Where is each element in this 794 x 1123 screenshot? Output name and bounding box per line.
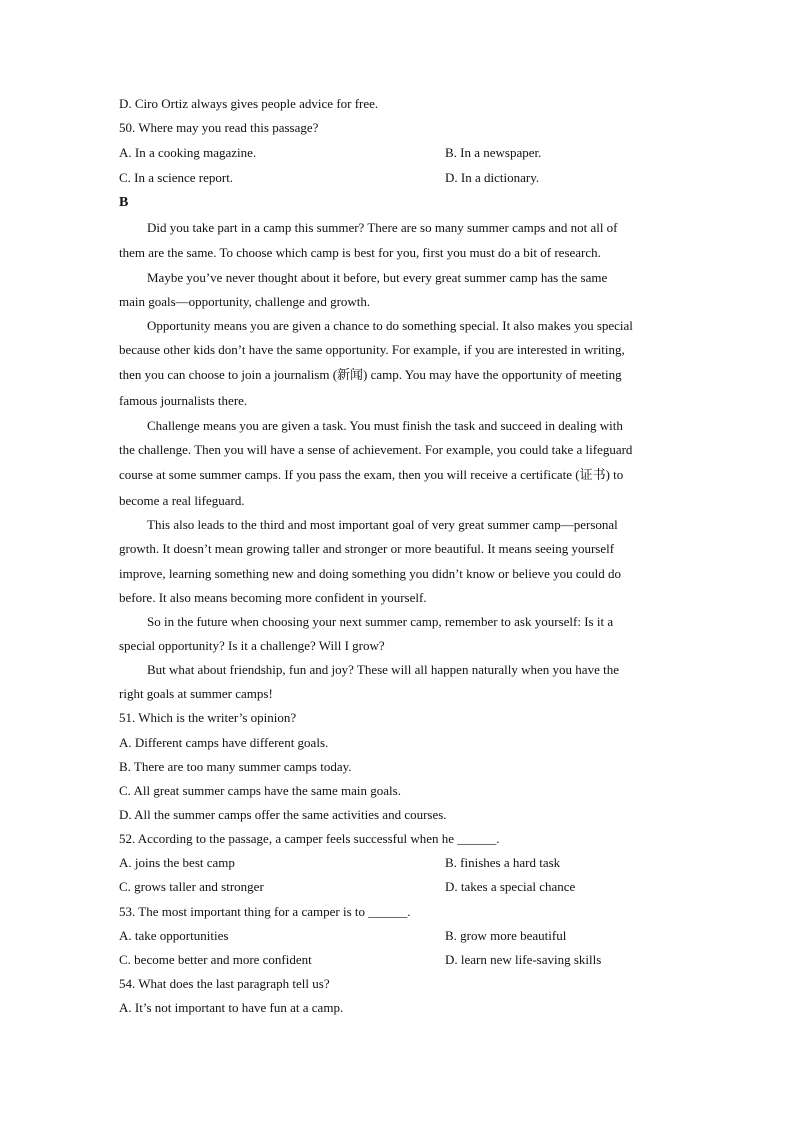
- passage-line: become a real lifeguard.: [119, 493, 245, 508]
- section-label: B: [119, 195, 129, 210]
- q50-option-d: D. In a dictionary.: [445, 170, 540, 185]
- passage-line: Maybe you’ve never thought about it before, but every great summer camp has the same: [147, 270, 608, 285]
- passage-line: before. It also means becoming more confident in yourself.: [119, 590, 427, 605]
- passage-line: Did you take part in a camp this summer? There are so many summer camps and not all of: [147, 220, 618, 235]
- q53-option-d: D. learn new life-saving skills: [445, 952, 602, 967]
- q50-option-b: B. In a newspaper.: [445, 145, 542, 160]
- passage-line: course at some summer camps. If you pass the exam, then you will receive a certificate (证书) to: [119, 467, 624, 482]
- q51-option-c: C. All great summer camps have the same main goals.: [119, 783, 401, 798]
- q50-option-a: A. In a cooking magazine.: [119, 145, 257, 160]
- q53-option-a: A. take opportunities: [119, 928, 229, 943]
- passage-line: main goals—opportunity, challenge and growth.: [119, 294, 371, 309]
- passage-line: famous journalists there.: [119, 393, 248, 408]
- passage-line: This also leads to the third and most important goal of very great summer camp—personal: [147, 517, 618, 532]
- passage-line: So in the future when choosing your next summer camp, remember to ask yourself: Is it a: [147, 614, 614, 629]
- q51-option-b: B. There are too many summer camps today.: [119, 759, 352, 774]
- passage-line: special opportunity? Is it a challenge? Will I grow?: [119, 638, 385, 653]
- q52-stem: 52. According to the passage, a camper feels successful when he ______.: [119, 831, 500, 846]
- q52-option-b: B. finishes a hard task: [445, 855, 561, 870]
- passage-line: improve, learning something new and doing something you didn’t know or believe you could do: [119, 566, 621, 581]
- passage-line: Opportunity means you are given a chance to do something special. It also makes you special: [147, 318, 633, 333]
- passage-line: right goals at summer camps!: [119, 686, 273, 701]
- q53-option-b: B. grow more beautiful: [445, 928, 567, 943]
- q50-stem: 50. Where may you read this passage?: [119, 120, 319, 135]
- q52-option-c: C. grows taller and stronger: [119, 879, 264, 894]
- passage-line: growth. It doesn’t mean growing taller and stronger or more beautiful. It means seeing yourself: [119, 541, 615, 556]
- passage-line: because other kids don’t have the same opportunity. For example, if you are interested in writing,: [119, 342, 625, 357]
- q51-option-a: A. Different camps have different goals.: [119, 735, 329, 750]
- passage-line: them are the same. To choose which camp is best for you, first you must do a bit of research.: [119, 245, 601, 260]
- q51-stem: 51. Which is the writer’s opinion?: [119, 710, 297, 725]
- q50-option-c: C. In a science report.: [119, 170, 234, 185]
- passage-line: But what about friendship, fun and joy? These will all happen naturally when you have the: [147, 662, 619, 677]
- passage-line: Challenge means you are given a task. You must finish the task and succeed in dealing with: [147, 418, 623, 433]
- q54-option-a: A. It’s not important to have fun at a camp.: [119, 1000, 344, 1015]
- q51-option-d: D. All the summer camps offer the same activities and courses.: [119, 807, 447, 822]
- q53-stem: 53. The most important thing for a camper is to ______.: [119, 904, 411, 919]
- q52-option-a: A. joins the best camp: [119, 855, 235, 870]
- q54-stem: 54. What does the last paragraph tell us?: [119, 976, 330, 991]
- q49-option-d: D. Ciro Ortiz always gives people advice for free.: [119, 96, 379, 111]
- q52-option-d: D. takes a special chance: [445, 879, 576, 894]
- passage-line: then you can choose to join a journalism (新闻) camp. You may have the opportunity of meeting: [119, 367, 622, 382]
- passage-line: the challenge. Then you will have a sense of achievement. For example, you could take a lifeguard: [119, 442, 633, 457]
- q53-option-c: C. become better and more confident: [119, 952, 312, 967]
